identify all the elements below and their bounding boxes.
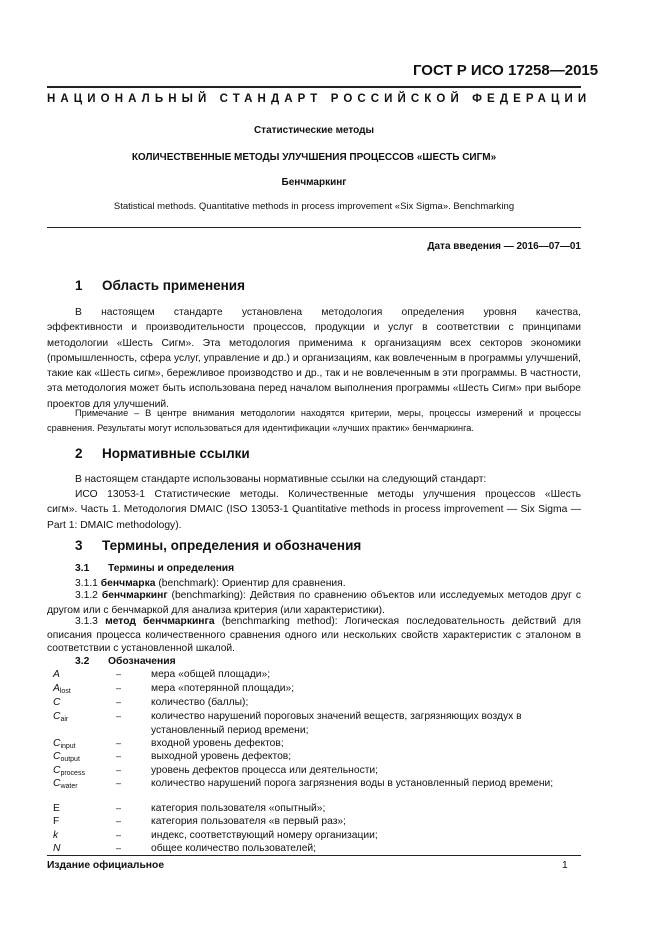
section-1-paragraph (47, 305, 581, 412)
term-3-1-3-number: 3.1.3 (75, 616, 98, 627)
section-2-reference-first: ИСО 13053-1 Статистические методы. Количественные методы улучшения процессов «Шесть (75, 489, 581, 500)
introduction-date: Дата введения — 2016—07—01 (427, 241, 581, 252)
symbol-definition: количество нарушений порога загрязнения воды в установленный период времени; (151, 778, 554, 789)
subsection-3-1-title: Термины и определения (108, 563, 235, 574)
symbol: F (53, 816, 60, 827)
section-2-reference (47, 487, 581, 533)
section-1-title: Область применения (102, 278, 245, 293)
subsection-3-1-heading (75, 563, 234, 574)
symbol-definition: мера «общей площади»; (151, 669, 271, 680)
dash: – (116, 803, 122, 813)
term-3-1-2 (47, 589, 581, 618)
symbol-definition: уровень дефектов процесса или деятельности; (151, 765, 379, 776)
section-1-paragraph-first: В настоящем стандарте установлена методология определения уровня качества, (75, 307, 581, 318)
subsection-3-2-title: Обозначения (108, 656, 176, 667)
symbol: $C_{input}$ (53, 738, 76, 750)
symbol-definition: общее количество пользователей; (151, 843, 317, 854)
term-3-1-2-term: бенчмаркинг (101, 590, 168, 601)
symbol: N (53, 843, 61, 854)
subtitle: Бенчмаркинг (281, 177, 347, 188)
symbol: $C_{water}$ (53, 778, 78, 790)
main-title: КОЛИЧЕСТВЕННЫЕ МЕТОДЫ УЛУЧШЕНИЯ ПРОЦЕССОВ «ШЕСТЬ СИГМ» (131, 152, 497, 163)
dash: – (116, 738, 122, 748)
term-3-1-1-term: бенчмарка (100, 578, 156, 589)
subsection-3-2-heading (75, 656, 176, 667)
symbol-definition: мера «потерянной площади»; (151, 683, 295, 694)
term-3-1-3-definition: (benchmarking method): Логическая последовательность действий для описания процесса количественного сравнения одного или нескольких свойств характеристик с эталоном в соответствии с установленной шкалой. (47, 616, 581, 654)
symbol: A (53, 669, 60, 680)
english-title: Statistical methods. Quantitative methods in process improvement «Six Sigma». Benchmarking (113, 201, 515, 212)
symbol-definition: выходной уровень дефектов; (151, 751, 292, 762)
symbol: $A_{lost}$ (53, 683, 71, 695)
dash: – (116, 669, 122, 679)
page-number: 1 (562, 860, 568, 871)
official-edition-label: Издание официальное (47, 860, 165, 871)
section-1-number: 1 (75, 278, 83, 293)
symbol: k (53, 830, 59, 841)
term-3-1-2-definition: (benchmarking): Действия по сравнению объектов или исследуемых методов друг с другом или с бенчмаркой для анализа критерия (или характеристики). (47, 590, 581, 616)
section-2-intro: В настоящем стандарте использованы нормативные ссылки на следующий стандарт: (75, 474, 487, 485)
header-rule (47, 86, 581, 88)
symbol: $C_{air}$ (53, 711, 69, 723)
section-3-heading (75, 538, 361, 553)
section-2-number: 2 (75, 446, 83, 461)
section-2-heading (75, 446, 250, 461)
dash: – (116, 683, 122, 693)
term-3-1-2-number: 3.1.2 (75, 590, 98, 601)
category-title: Статистические методы (253, 125, 375, 136)
symbol-definition: количество (баллы); (151, 697, 249, 708)
dash: – (116, 711, 122, 721)
subsection-3-2-number: 3.2 (75, 656, 90, 667)
section-3-number: 3 (75, 538, 83, 553)
symbol: $C_{output}$ (53, 751, 80, 763)
symbol-definition: категория пользователя «в первый раз»; (151, 816, 347, 827)
term-3-1-1-number: 3.1.1 (75, 578, 98, 589)
symbol: C (53, 697, 61, 708)
title-rule (47, 227, 581, 228)
symbol: $C_{process}$ (53, 765, 85, 777)
section-1-heading (75, 278, 245, 293)
footer-rule (47, 855, 581, 856)
dash: – (116, 697, 122, 707)
symbol-definition: индекс, соответствующий номеру организации; (151, 830, 378, 841)
dash: – (116, 778, 122, 788)
term-3-1-3 (47, 615, 581, 656)
symbol-definition: количество нарушений пороговых значений веществ, загрязняющих воздух в установленный период времени; (151, 711, 522, 736)
section-2-reference-rest: сигм». Часть 1. Методология DMAIC (ISO 13053-1 Quantitative methods in process improvement — Six Sigma — Part 1: DMAIC methodology). (47, 504, 581, 531)
subsection-3-1-number: 3.1 (75, 563, 90, 574)
national-standard-title: НАЦИОНАЛЬНЫЙ СТАНДАРТ РОССИЙСКОЙ ФЕДЕРАЦИИ (47, 93, 592, 105)
dash: – (116, 816, 122, 826)
dash: – (116, 765, 122, 775)
standard-code: ГОСТ Р ИСО 17258—2015 (413, 62, 599, 79)
term-3-1-1-definition: (benchmark): Ориентир для сравнения. (155, 578, 346, 589)
symbol: E (53, 803, 60, 814)
dash: – (116, 751, 122, 761)
section-1-note: Примечание – В центре внимания методологии находятся критерии, меры, процессы измерений и процессы сравнения. Результаты могут использоваться для идентификации «лучших практик» бенчмаркинга. (47, 408, 581, 433)
dash: – (116, 830, 122, 840)
dash: – (116, 843, 122, 853)
section-3-title: Термины, определения и обозначения (102, 538, 362, 553)
term-3-1-3-term: метод бенчмаркинга (105, 616, 215, 627)
symbol-definition: входной уровень дефектов; (151, 738, 284, 749)
section-1-paragraph-rest: эффективности и производительности процессов, продукции и услуг в соответствии с принципами методологии «Шесть Сигм». Эта методология применима к организациям всех секторов экономики (промышленность, сфера услуг, управление и др.) и организациям, как вовлеченным в программы улучшений, такие как «Шесть сигм», бережливое производство и др., так и не вовлеченным в эти программы. В частности, эта методология может быть использована перед началом выполнения программы «Шесть Сигм» при выборе проектов для улучшений. (47, 322, 581, 410)
section-2-title: Нормативные ссылки (102, 446, 250, 461)
symbol-definition: категория пользователя «опытный»; (151, 803, 326, 814)
